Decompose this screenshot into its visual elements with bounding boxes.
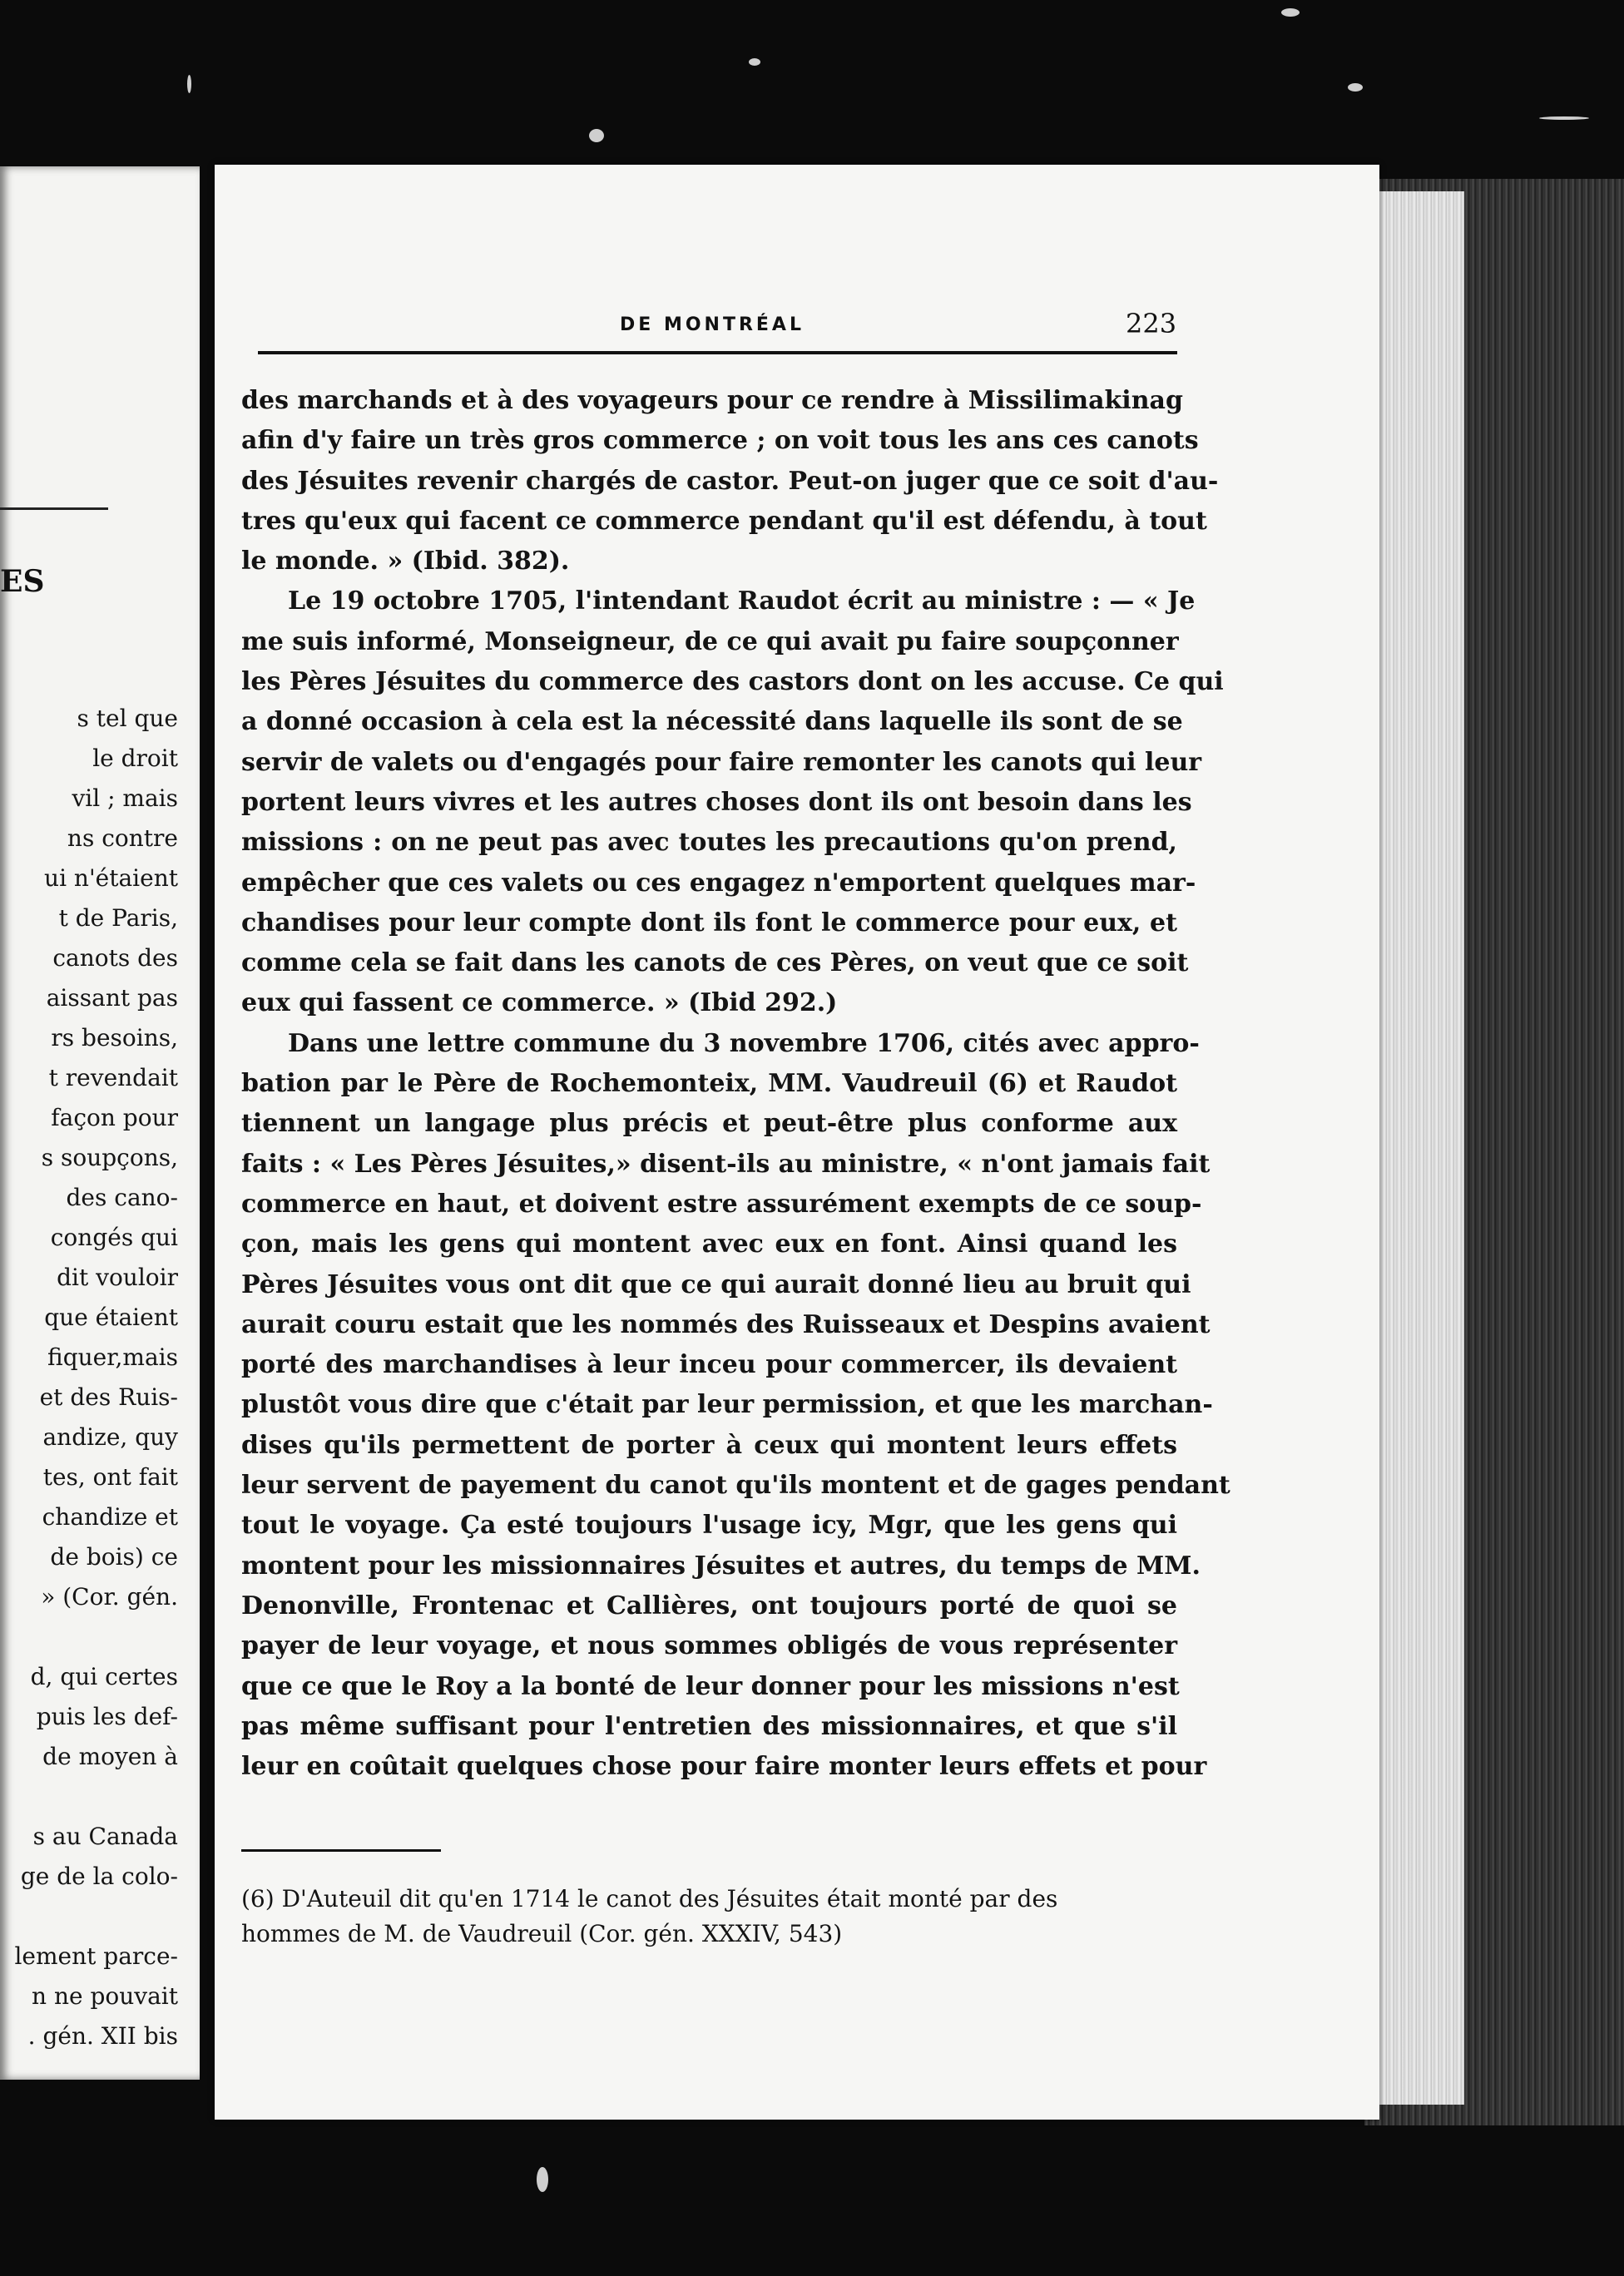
body-text-line: pas même suffisant pour l'entretien des missionnaires, et que s'il <box>241 1711 1177 1741</box>
left-text-line: vil ; mais <box>72 784 178 812</box>
left-text-line: rs besoins, <box>51 1024 178 1051</box>
left-text-line: aissant pas <box>46 984 178 1012</box>
left-text-line: t revendait <box>48 1064 178 1091</box>
footnotes <box>241 1882 1177 1952</box>
body-text-line: afin d'y faire un très gros commerce ; on voit tous les ans ces canots <box>241 426 1199 456</box>
body-text-line: chandises pour leur compte dont ils font le commerce pour eux, et <box>241 908 1177 938</box>
left-text-line: tes, ont fait <box>42 1463 178 1491</box>
left-text-line: le droit <box>92 745 178 772</box>
body-text-line: leur en coûtait quelques chose pour faire monter leurs effets et pour <box>241 1752 1207 1782</box>
left-text-line: lement parce- <box>14 1942 178 1970</box>
body-text-line: bation par le Père de Rochemonteix, MM. Vaudreuil (6) et Raudot <box>241 1069 1177 1099</box>
footnote-line: (6) D'Auteuil dit qu'en 1714 le canot des Jésuites était monté par des <box>241 1885 1058 1912</box>
left-text-line <box>0 1897 178 1937</box>
body-text-line: commerce en haut, et doivent estre assurément exempts de ce soup- <box>241 1189 1202 1219</box>
left-text-line: ns contre <box>67 824 178 852</box>
body-text-line: montent pour les missionnaires Jésuites et autres, du temps de MM. <box>241 1551 1201 1581</box>
body-text-line: tout le voyage. Ça esté toujours l'usage icy, Mgr, que les gens qui <box>241 1511 1177 1541</box>
body-text-line: faits : « Les Pères Jésuites,» disent-ils au ministre, « n'ont jamais fait <box>241 1149 1211 1179</box>
body-text-line: les Pères Jésuites du commerce des castors dont on les accuse. Ce qui <box>241 667 1224 697</box>
left-text-line: canots des <box>52 944 178 972</box>
left-text-line: s tel que <box>77 705 178 732</box>
left-page-fragment <box>0 166 200 2080</box>
left-text-line: » (Cor. gén. <box>41 1583 178 1611</box>
left-header-rule <box>0 507 108 510</box>
left-heading: ES <box>0 564 45 599</box>
body-text-line: Dans une lettre commune du 3 novembre 1706, cités avec appro- <box>288 1028 1200 1058</box>
body-text-line: a donné occasion à cela est la nécessité dans laquelle ils sont de se <box>241 707 1183 737</box>
left-text-line: t de Paris, <box>58 904 178 932</box>
speck <box>589 129 604 142</box>
body-text-line: missions : on ne peut pas avec toutes les precautions qu'on prend, <box>241 828 1177 858</box>
body-text-line: Denonville, Frontenac et Callières, ont toujours porté de quoi se <box>241 1591 1177 1620</box>
left-text-line: de bois) ce <box>50 1543 178 1571</box>
body-text-line: servir de valets ou d'engagés pour faire remonter les canots qui leur <box>241 747 1202 777</box>
speck <box>1281 8 1300 17</box>
body-text-line: çon, mais les gens qui montent avec eux en font. Ainsi quand les <box>241 1230 1177 1259</box>
left-text-line: des cano- <box>66 1184 178 1211</box>
body-text-line: porté des marchandises à leur inceu pour commercer, ils devaient <box>241 1350 1177 1380</box>
left-text-line: et des Ruis- <box>39 1383 178 1411</box>
body-text-line: tiennent un langage plus précis et peut-être plus conforme aux <box>241 1109 1177 1139</box>
body-text-line: que ce que le Roy a la bonté de leur donner pour les missions n'est <box>241 1671 1180 1701</box>
body-text-line: Le 19 octobre 1705, l'intendant Raudot écrit au ministre : — « Je <box>288 586 1196 616</box>
speck <box>537 2167 548 2192</box>
body-text-line: le monde. » (Ibid. 382). <box>241 547 570 576</box>
body-text-line: tres qu'eux qui facent ce commerce pendant qu'il est défendu, à tout <box>241 506 1207 536</box>
body-text-line: plustôt vous dire que c'était par leur permission, et que les marchan- <box>241 1390 1213 1420</box>
body-text-line: me suis informé, Monseigneur, de ce qui avait pu faire soupçonner <box>241 626 1179 656</box>
page-number: 223 <box>1126 308 1177 339</box>
left-text-line: s soupçons, <box>41 1144 178 1171</box>
body-text-line: des Jésuites revenir chargés de castor. Peut-on juger que ce soit d'au- <box>241 466 1219 496</box>
footnote-line: hommes de M. de Vaudreuil (Cor. gén. XXXIV, 543) <box>241 1920 843 1947</box>
body-text-line: des marchands et à des voyageurs pour ce rendre à Missilimakinag <box>241 386 1183 415</box>
speck <box>749 58 760 66</box>
body-text-line: leur servent de payement du canot qu'ils montent et de gages pendant <box>241 1471 1230 1501</box>
left-text-line: congés qui <box>50 1224 178 1251</box>
speck <box>1539 116 1589 120</box>
book-page-edges-light <box>1364 191 1464 2105</box>
body-text-line: Pères Jésuites vous ont dit que ce qui aurait donné lieu au bruit qui <box>241 1269 1191 1299</box>
left-text-line: fiquer,mais <box>47 1343 178 1371</box>
left-text-line: que étaient <box>44 1304 178 1331</box>
left-text-line: n ne pouvait <box>32 1982 178 2010</box>
left-text-line: façon pour <box>51 1104 178 1131</box>
footnote-rule <box>241 1849 441 1852</box>
left-text-line: puis les def- <box>36 1703 178 1730</box>
body-text-line: payer de leur voyage, et nous sommes obligés de vous représenter <box>241 1631 1177 1661</box>
body-text-line: comme cela se fait dans les canots de ces Pères, on veut que ce soit <box>241 948 1189 978</box>
left-text-line: ge de la colo- <box>20 1863 178 1890</box>
body-text-line: empêcher que ces valets ou ces engagez n'emportent quelques mar- <box>241 868 1196 898</box>
left-text-line: de moyen à <box>42 1743 178 1770</box>
body-text-line: aurait couru estait que les nommés des Ruisseaux et Despins avaient <box>241 1309 1211 1339</box>
left-text-line: . gén. XII bis <box>27 2022 178 2050</box>
left-text-line: d, qui certes <box>30 1663 178 1690</box>
body-text-line: eux qui fassent ce commerce. » (Ibid 292.) <box>241 988 838 1018</box>
left-text-line <box>0 1617 178 1657</box>
speck <box>187 75 191 93</box>
header-rule <box>258 351 1177 354</box>
body-text-line: portent leurs vivres et les autres choses dont ils ont besoin dans les <box>241 787 1192 817</box>
left-text-line: dit vouloir <box>57 1264 178 1291</box>
speck <box>1348 83 1363 92</box>
running-head: DE MONTRÉAL <box>620 314 805 335</box>
body-text-line: dises qu'ils permettent de porter à ceux qui montent leurs effets <box>241 1430 1177 1460</box>
body-text <box>241 381 1230 1787</box>
left-text-line: ui n'étaient <box>44 864 178 892</box>
left-page-text <box>0 699 178 2056</box>
left-text-line: andize, quy <box>42 1423 178 1451</box>
left-text-line <box>0 1777 178 1817</box>
left-text-line: s au Canada <box>32 1823 178 1850</box>
left-text-line: chandize et <box>42 1503 178 1531</box>
